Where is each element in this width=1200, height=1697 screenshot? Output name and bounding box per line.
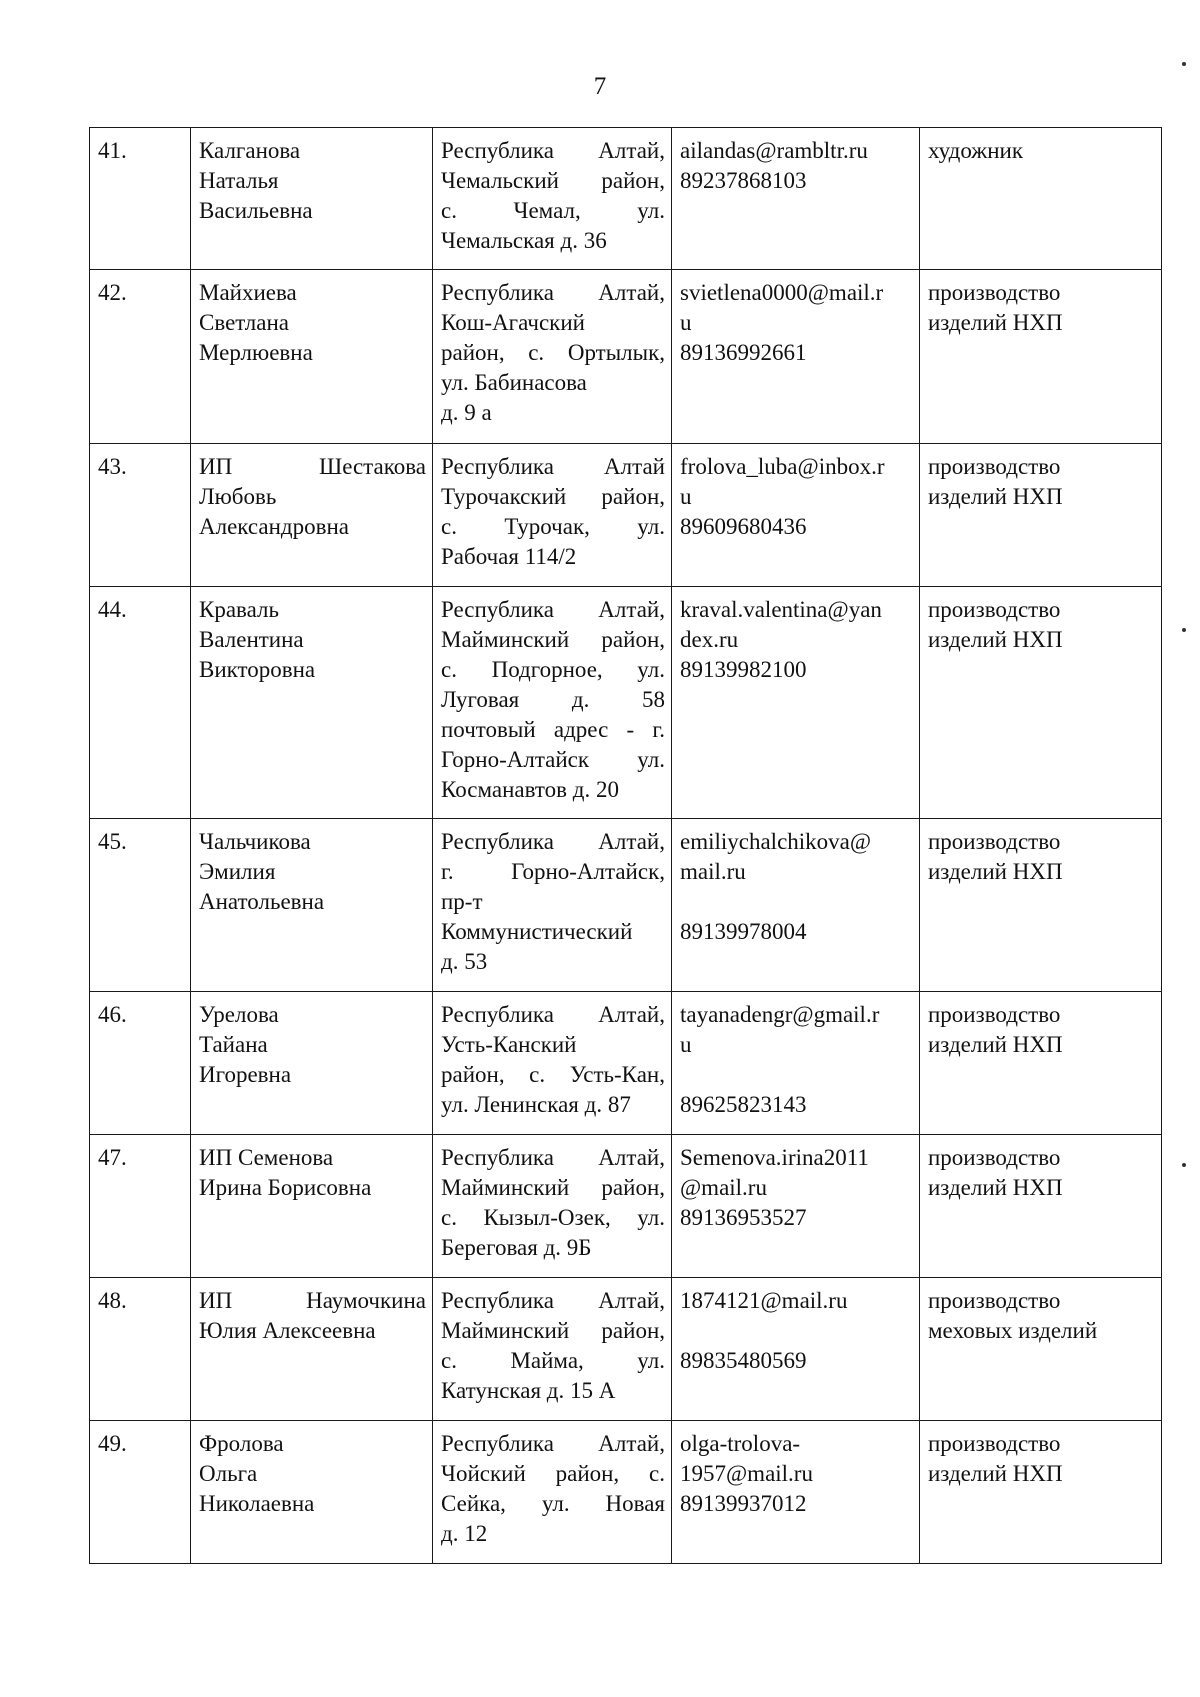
address-line: Береговая д. 9Б bbox=[441, 1235, 592, 1260]
address-line: Республика Алтай, bbox=[441, 829, 665, 854]
table-row bbox=[90, 128, 1162, 270]
cell-contact bbox=[672, 1421, 920, 1564]
table-row bbox=[90, 270, 1162, 444]
cell-address bbox=[433, 1421, 672, 1564]
address-line: д. 9 а bbox=[441, 400, 492, 425]
address-line: Катунская д. 15 А bbox=[441, 1378, 616, 1403]
cell-contact bbox=[672, 444, 920, 587]
cell-number bbox=[90, 1278, 191, 1421]
name-line: Урелова bbox=[199, 1002, 279, 1027]
table-row bbox=[90, 444, 1162, 587]
address-line: Республика Алтай, bbox=[441, 1145, 665, 1170]
address-line: Республика Алтай, bbox=[441, 1002, 665, 1027]
address-line: Рабочая 114/2 bbox=[441, 544, 577, 569]
contact-line: svietlena0000@mail.r bbox=[680, 280, 884, 305]
row-number: 41. bbox=[98, 138, 127, 163]
row-number: 46. bbox=[98, 1002, 127, 1027]
name-line: Фролова bbox=[199, 1431, 284, 1456]
name-line: Калганова bbox=[199, 138, 301, 163]
registry-table-body bbox=[90, 128, 1162, 1564]
table-row bbox=[90, 587, 1162, 819]
row-number: 49. bbox=[98, 1431, 127, 1456]
activity-line: производство bbox=[928, 597, 1061, 622]
contact-line: 1957@mail.ru bbox=[680, 1461, 813, 1486]
activity-line: изделий НХП bbox=[928, 484, 1063, 509]
row-number: 47. bbox=[98, 1145, 127, 1170]
activity-line: изделий НХП bbox=[928, 310, 1063, 335]
activity-line: производство bbox=[928, 829, 1061, 854]
address-line: Усть-Канский bbox=[441, 1032, 577, 1057]
cell-number bbox=[90, 587, 191, 819]
address-line: район, с. Ортылык, bbox=[441, 340, 665, 365]
address-line: Республика Алтай, bbox=[441, 597, 665, 622]
cell-activity bbox=[920, 587, 1162, 819]
contact-line: 89609680436 bbox=[680, 514, 807, 539]
address-line: Республика Алтай, bbox=[441, 138, 665, 163]
row-number: 43. bbox=[98, 454, 127, 479]
contact-line: dex.ru bbox=[680, 627, 739, 652]
contact-line: ailandas@rambltr.ru bbox=[680, 138, 868, 163]
cell-name bbox=[191, 587, 433, 819]
name-line: Светлана bbox=[199, 310, 289, 335]
scan-speck bbox=[1182, 62, 1186, 66]
name-line: Ольга bbox=[199, 1461, 258, 1486]
cell-name bbox=[191, 1278, 433, 1421]
name-line: Юлия Алексеевна bbox=[199, 1318, 376, 1343]
address-line: район, с. Усть-Кан, bbox=[441, 1062, 665, 1087]
contact-line: 89237868103 bbox=[680, 168, 807, 193]
cell-activity bbox=[920, 128, 1162, 270]
contact-line: 89136953527 bbox=[680, 1205, 807, 1230]
name-line: Тайана bbox=[199, 1032, 268, 1057]
table-row bbox=[90, 992, 1162, 1135]
contact-line: 89625823143 bbox=[680, 1092, 807, 1117]
name-line: ИП Семенова bbox=[199, 1145, 334, 1170]
contact-line: kraval.valentina@yan bbox=[680, 597, 882, 622]
contact-line: @mail.ru bbox=[680, 1175, 767, 1200]
contact-line: 89139937012 bbox=[680, 1491, 807, 1516]
activity-line: изделий НХП bbox=[928, 1461, 1063, 1486]
contact-line: u bbox=[680, 1032, 692, 1057]
cell-number bbox=[90, 819, 191, 992]
name-line: Чальчикова bbox=[199, 829, 311, 854]
address-line: ул. Бабинасова bbox=[441, 370, 587, 395]
cell-activity bbox=[920, 1135, 1162, 1278]
name-line: Ирина Борисовна bbox=[199, 1175, 372, 1200]
contact-line: mail.ru bbox=[680, 859, 746, 884]
address-line: д. 12 bbox=[441, 1521, 488, 1546]
cell-contact bbox=[672, 128, 920, 270]
address-line: д. 53 bbox=[441, 949, 488, 974]
cell-address bbox=[433, 128, 672, 270]
contact-line: 89139978004 bbox=[680, 919, 807, 944]
contact-line: 89139982100 bbox=[680, 657, 807, 682]
address-line: пр-т bbox=[441, 889, 483, 914]
address-line: Майминский район, bbox=[441, 1175, 665, 1200]
blank-line bbox=[680, 887, 913, 917]
cell-address bbox=[433, 587, 672, 819]
cell-name bbox=[191, 270, 433, 444]
address-line: Чемальская д. 36 bbox=[441, 228, 607, 253]
activity-line: производство bbox=[928, 280, 1061, 305]
contact-line: 89136992661 bbox=[680, 340, 807, 365]
address-line: Республика Алтай, bbox=[441, 1431, 665, 1456]
row-number: 45. bbox=[98, 829, 127, 854]
address-line: Республика Алтай, bbox=[441, 280, 665, 305]
name-line: Игоревна bbox=[199, 1062, 292, 1087]
cell-name bbox=[191, 992, 433, 1135]
cell-number bbox=[90, 1135, 191, 1278]
activity-line: художник bbox=[928, 138, 1023, 163]
contact-line: u bbox=[680, 484, 692, 509]
address-line: с. Турочак, ул. bbox=[441, 514, 665, 539]
cell-name bbox=[191, 444, 433, 587]
address-line: Республика Алтай, bbox=[441, 1288, 665, 1313]
address-line: Чемальский район, bbox=[441, 168, 665, 193]
address-line: с. Чемал, ул. bbox=[441, 198, 665, 223]
cell-name bbox=[191, 128, 433, 270]
scan-speck bbox=[1182, 628, 1186, 632]
cell-activity bbox=[920, 992, 1162, 1135]
name-line: Александровна bbox=[199, 514, 349, 539]
cell-contact bbox=[672, 587, 920, 819]
cell-activity bbox=[920, 444, 1162, 587]
cell-contact bbox=[672, 819, 920, 992]
page-number: 7 bbox=[593, 73, 607, 100]
name-line: Любовь bbox=[199, 484, 277, 509]
registry-table bbox=[89, 127, 1162, 1564]
contact-line: u bbox=[680, 310, 692, 335]
name-line: Викторовна bbox=[199, 657, 316, 682]
address-line: Чойский район, с. bbox=[441, 1461, 665, 1486]
cell-number bbox=[90, 1421, 191, 1564]
cell-name bbox=[191, 1421, 433, 1564]
address-line: с. Подгорное, ул. bbox=[441, 657, 665, 682]
cell-number bbox=[90, 128, 191, 270]
address-line: Майминский район, bbox=[441, 1318, 665, 1343]
cell-activity bbox=[920, 1278, 1162, 1421]
row-number: 48. bbox=[98, 1288, 127, 1313]
address-line: Майминский район, bbox=[441, 627, 665, 652]
blank-line bbox=[680, 1316, 913, 1346]
address-line: Коммунистический bbox=[441, 919, 633, 944]
contact-line: emiliychalchikova@ bbox=[680, 829, 872, 854]
contact-line: olga-trolova- bbox=[680, 1431, 801, 1456]
address-line: Кош-Агачский bbox=[441, 310, 585, 335]
activity-line: изделий НХП bbox=[928, 1175, 1063, 1200]
scan-speck bbox=[1182, 1163, 1186, 1167]
contact-line: 1874121@mail.ru bbox=[680, 1288, 848, 1313]
cell-number bbox=[90, 992, 191, 1135]
activity-line: меховых изделий bbox=[928, 1318, 1098, 1343]
cell-address bbox=[433, 819, 672, 992]
row-number: 44. bbox=[98, 597, 127, 622]
cell-activity bbox=[920, 270, 1162, 444]
blank-line bbox=[680, 1060, 913, 1090]
contact-line: 89835480569 bbox=[680, 1348, 807, 1373]
cell-contact bbox=[672, 1135, 920, 1278]
name-line: Васильевна bbox=[199, 198, 313, 223]
name-line: ИП Наумочкина bbox=[199, 1288, 426, 1313]
activity-line: производство bbox=[928, 454, 1061, 479]
name-line: Краваль bbox=[199, 597, 279, 622]
cell-activity bbox=[920, 1421, 1162, 1564]
activity-line: производство bbox=[928, 1002, 1061, 1027]
address-line: ул. Ленинская д. 87 bbox=[441, 1092, 631, 1117]
address-line: с. Майма, ул. bbox=[441, 1348, 665, 1373]
name-line: Валентина bbox=[199, 627, 304, 652]
cell-address bbox=[433, 444, 672, 587]
name-line: Анатольевна bbox=[199, 889, 325, 914]
name-line: Наталья bbox=[199, 168, 279, 193]
address-line: Турочакский район, bbox=[441, 484, 665, 509]
address-line: Косманавтов д. 20 bbox=[441, 777, 619, 802]
table-row bbox=[90, 819, 1162, 992]
address-line: Сейка, ул. Новая bbox=[441, 1491, 665, 1516]
name-line: Эмилия bbox=[199, 859, 276, 884]
cell-address bbox=[433, 1278, 672, 1421]
cell-contact bbox=[672, 1278, 920, 1421]
address-line: Республика Алтай bbox=[441, 454, 665, 479]
activity-line: изделий НХП bbox=[928, 859, 1063, 884]
contact-line: tayanadengr@gmail.r bbox=[680, 1002, 880, 1027]
cell-address bbox=[433, 1135, 672, 1278]
address-line: г. Горно-Алтайск, bbox=[441, 859, 665, 884]
cell-name bbox=[191, 819, 433, 992]
name-line: ИП Шестакова bbox=[199, 454, 426, 479]
cell-address bbox=[433, 270, 672, 444]
table-row bbox=[90, 1278, 1162, 1421]
address-line: Луговая д. 58 bbox=[441, 687, 665, 712]
activity-line: изделий НХП bbox=[928, 1032, 1063, 1057]
cell-contact bbox=[672, 270, 920, 444]
cell-name bbox=[191, 1135, 433, 1278]
cell-activity bbox=[920, 819, 1162, 992]
cell-contact bbox=[672, 992, 920, 1135]
address-line: Горно-Алтайск ул. bbox=[441, 747, 665, 772]
table-row bbox=[90, 1135, 1162, 1278]
activity-line: производство bbox=[928, 1431, 1061, 1456]
contact-line: Semenova.irina2011 bbox=[680, 1145, 869, 1170]
activity-line: производство bbox=[928, 1145, 1061, 1170]
address-line: почтовый адрес - г. bbox=[441, 717, 665, 742]
activity-line: производство bbox=[928, 1288, 1061, 1313]
cell-number bbox=[90, 270, 191, 444]
cell-number bbox=[90, 444, 191, 587]
name-line: Николаевна bbox=[199, 1491, 315, 1516]
table-row bbox=[90, 1421, 1162, 1564]
contact-line: frolova_luba@inbox.r bbox=[680, 454, 885, 479]
address-line: с. Кызыл-Озек, ул. bbox=[441, 1205, 665, 1230]
row-number: 42. bbox=[98, 280, 127, 305]
name-line: Мерлюевна bbox=[199, 340, 313, 365]
cell-address bbox=[433, 992, 672, 1135]
activity-line: изделий НХП bbox=[928, 627, 1063, 652]
name-line: Майхиева bbox=[199, 280, 297, 305]
